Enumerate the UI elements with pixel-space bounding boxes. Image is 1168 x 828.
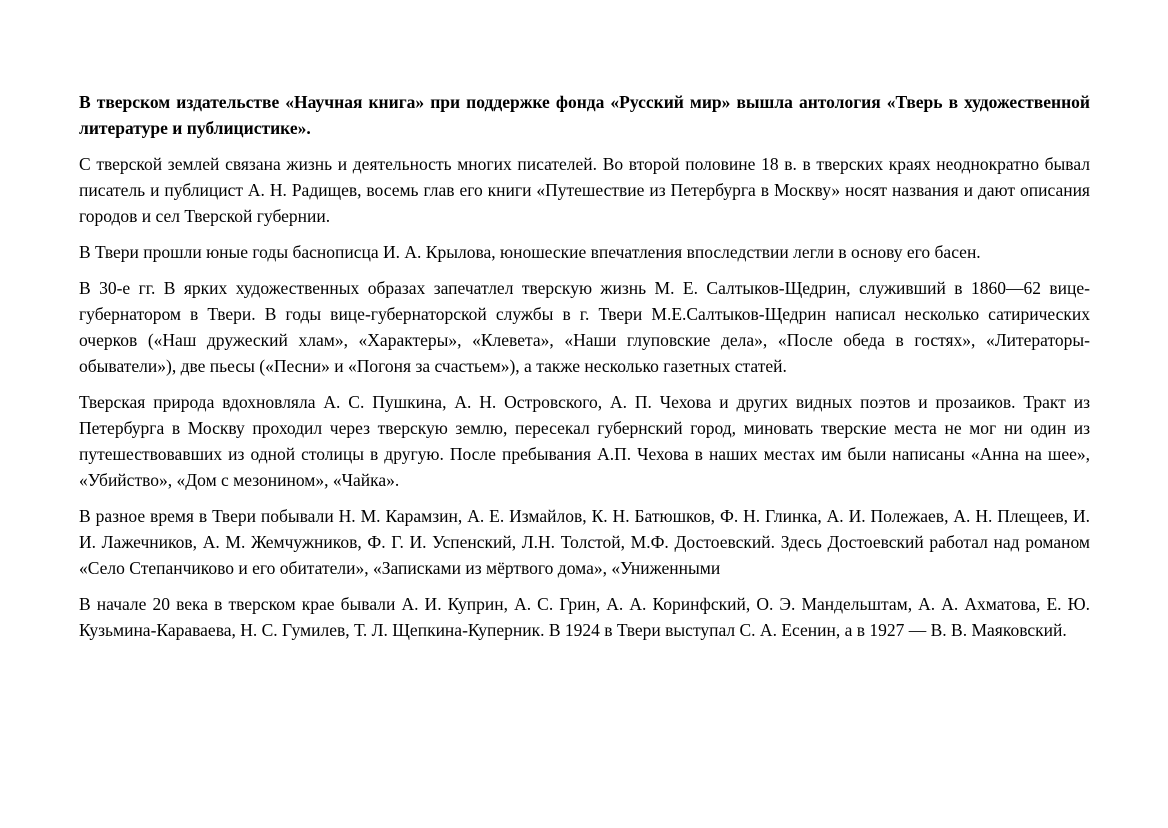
paragraph-krylov: В Твери прошли юные годы баснописца И. А. Крылова, юношеские впечатления впоследствии легли в основу его басен. xyxy=(79,242,981,262)
document-heading: В тверском издательстве «Научная книга» при поддержке фонда «Русский мир» вышла антология «Тверь в художественной литературе и публицистике». xyxy=(79,92,1090,138)
document-body xyxy=(79,89,1090,653)
paragraph-radishchev: С тверской землей связана жизнь и деятельность многих писателей. Во второй половине 18 в. в тверских краях неоднократно бывал писатель и публицист А. Н. Радищев, восемь глав его книги «Путешествие из Петербурга в Москву» носят названия и дают описания городов и сел Тверской губернии. xyxy=(79,154,1090,226)
paragraph-20th-century: В начале 20 века в тверском крае бывали А. И. Куприн, А. С. Грин, А. А. Коринфский, О. Э. Мандельштам, А. А. Ахматова, Е. Ю. Кузьмина-Караваева, Н. С. Гумилев, Т. Л. Щепкина-Куперник. В 1924 в Твери выступал С. А. Есенин, а в 1927 — В. В. Маяковский. xyxy=(79,594,1090,640)
paragraph-saltykov-shchedrin: В 30-е гг. В ярких художественных образах запечатлел тверскую жизнь М. Е. Салтыков-Щедрин, служивший в 1860—62 вице-губернатором в Твери. В годы вице-губернаторской службы в г. Твери М.Е.Салтыков-Щедрин написал несколько сатирических очерков («Наш дружеский хлам», «Характеры», «Клевета», «Наши глуповские дела», «После обеда в гостях», «Литераторы-обыватели»), две пьесы («Песни» и «Погоня за счастьем»), а также несколько газетных статей. xyxy=(79,278,1090,376)
paragraph-writers-visits: В разное время в Твери побывали Н. М. Карамзин, А. Е. Измайлов, К. Н. Батюшков, Ф. Н. Глинка, А. И. Полежаев, А. Н. Плещеев, И. И. Лажечников, А. М. Жемчужников, Ф. Г. И. Успенский, Л.Н. Толстой, М.Ф. Достоевский. Здесь Достоевский работал над романом «Село Степанчиково и его обитатели», «Записками из мёртвого дома», «Униженными xyxy=(79,506,1090,578)
paragraph-chekhov: Тверская природа вдохновляла А. С. Пушкина, А. Н. Островского, А. П. Чехова и других видных поэтов и прозаиков. Тракт из Петербурга в Москву проходил через тверскую землю, пересекал губернский город, миновать тверские места не мог ни один из путешествовавших из одной столицы в другую. После пребывания А.П. Чехова в наших местах им были написаны «Анна на шее», «Убийство», «Дом с мезонином», «Чайка». xyxy=(79,392,1090,490)
